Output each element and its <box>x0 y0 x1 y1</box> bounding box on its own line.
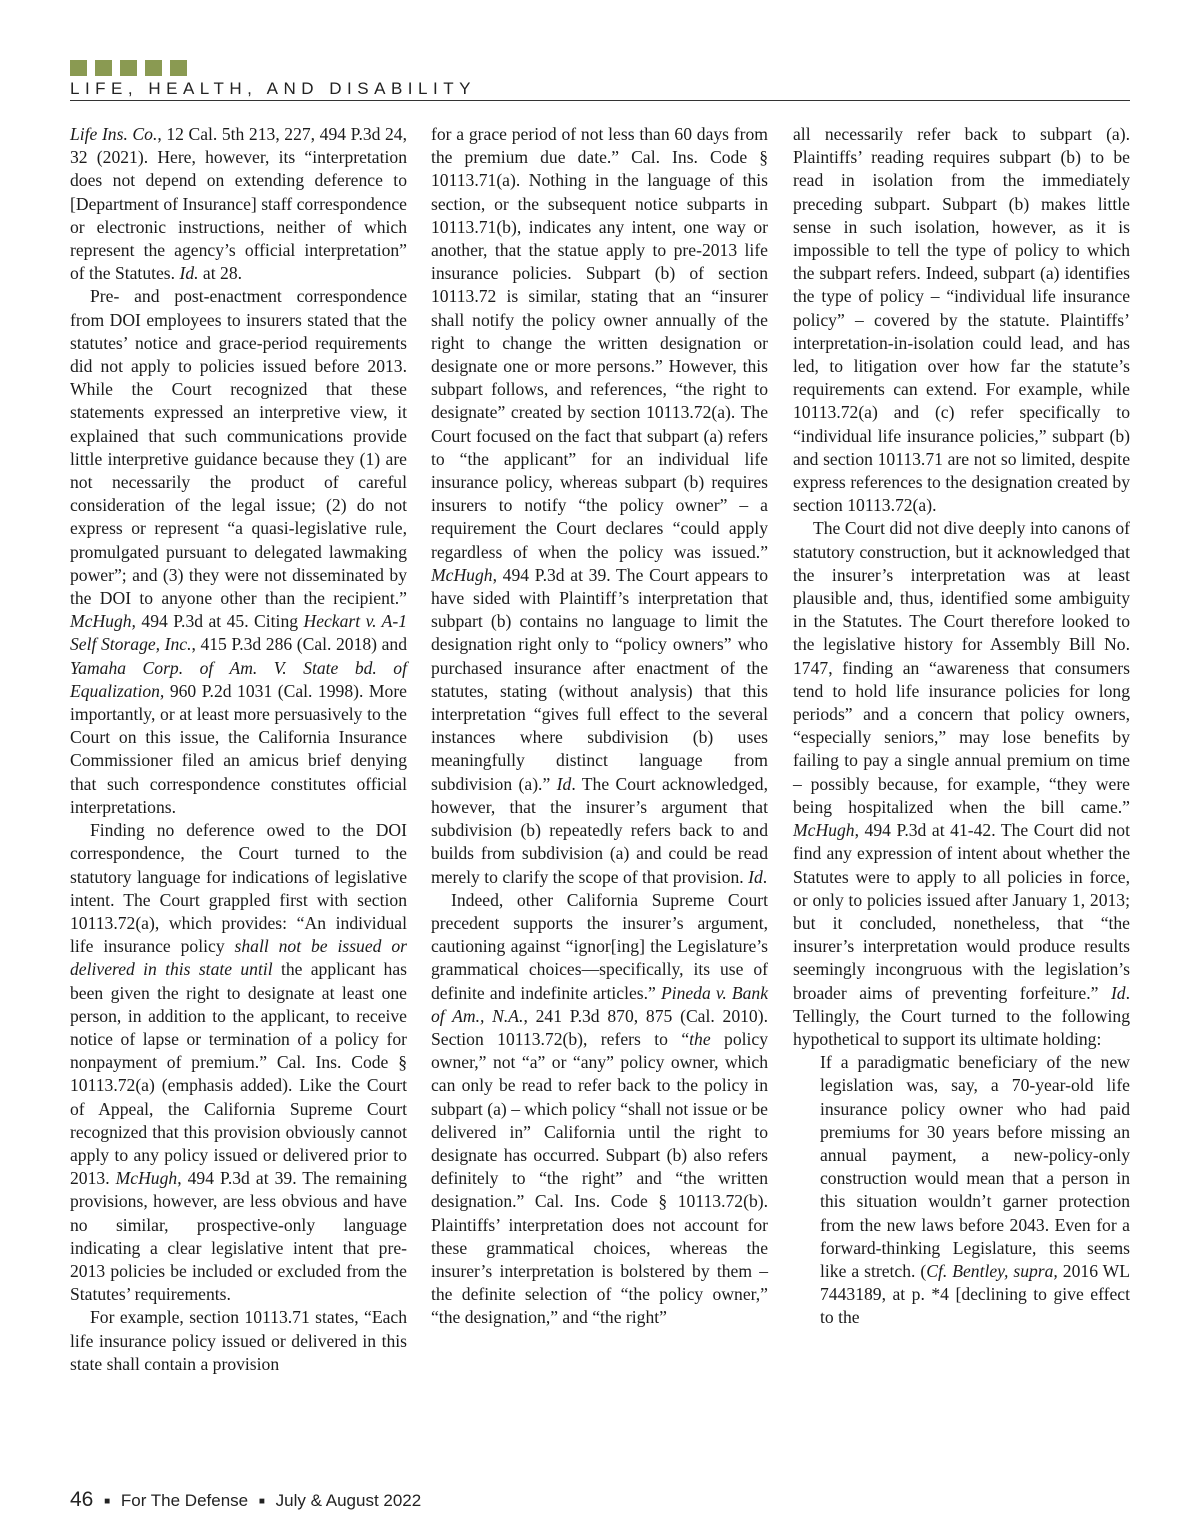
text-column-3 <box>793 123 1130 1330</box>
header-square <box>170 60 187 76</box>
paragraph: all necessarily refer back to subpart (a). Plaintiffs’ reading requires subpart (b) to be read in isolation from the immediately preceding subpart. Subpart (b) makes little sense in such isolation, however, as it is impossible to tell the type of policy to which the subpart refers. Indeed, subpart (a) identifies the type of policy – “individual life insurance policy” – covered by the statute. Plaintiffs’ interpretation-in-isolation could lead, and has led, to litigation over how far the statute’s requirements can extend. For example, while 10113.72(a) and (c) refer specifically to “individual life insurance policies,” subpart (b) and section 10113.71 are not so limited, despite express references to the designation created by section 10113.72(a). <box>793 124 1130 516</box>
header-square <box>70 60 87 76</box>
paragraph: For example, section 10113.71 states, “Each life insurance policy issued or delivered in this state shall contain a provision <box>70 1307 407 1374</box>
header-rule <box>70 100 1130 101</box>
header-squares <box>70 60 187 76</box>
header-square <box>145 60 162 76</box>
header-square <box>95 60 112 76</box>
text-column-2 <box>431 123 768 1330</box>
block-quote: If a paradigmatic beneficiary of the new legislation was, say, a 70-year-old life insurance policy owner who had paid premiums for 30 years before missing an annual payment, a new-policy-only construction would mean that a person in this situation wouldn’t garner protection from the new laws before 2043. Even for a forward-thinking Legislature, this seems like a stretch. (Cf. Bentley, supra, 2016 WL 7443189, at p. *4 [declining to give effect to the <box>820 1052 1130 1328</box>
page-footer <box>70 1488 421 1512</box>
footer-bullet: ■ <box>258 1496 265 1507</box>
page-number: 46 <box>70 1488 94 1511</box>
paragraph: for a grace period of not less than 60 days from the premium due date.” Cal. Ins. Code § 10113.71(a). Nothing in the language of this section, or the subsequent notice subparts in 10113.71(b), indicates any intent, one way or another, that the statue apply to pre-2013 life insurance policies. Subpart (b) of section 10113.72 is similar, stating that an “insurer shall notify the policy owner annually of the right to change the written designation or designate one or more persons.” However, this subpart follows, and references, “the right to designate” created by section 10113.72(a). The Court focused on the fact that subpart (a) refers to “the applicant” for an individual life insurance policy, whereas subpart (b) requires insurers to notify “the policy owner” – a requirement the Court declares “could apply regardless of when the policy was issued.” McHugh, 494 P.3d at 39. The Court appears to have sided with Plaintiff’s interpretation that subpart (b) contains no language to limit the designation right only to “policy owners” who purchased insurance after enactment of the statutes, stating (without analysis) that this interpretation “gives full effect to the several instances where subdivision (b) uses meaningfully distinct language from subdivision (a).” Id. The Court acknowledged, however, that the insurer’s argument that subdivision (b) repeatedly refers back to and builds from subdivision (a) and could be read merely to clarify the scope of that provision. Id. <box>431 124 768 887</box>
section-title: LIFE, HEALTH, AND DISABILITY <box>70 79 476 98</box>
paragraph: The Court did not dive deeply into canons of statutory construction, but it acknowledged that the insurer’s interpretation was at least plausible and, thus, identified some ambiguity in the Statutes. The Court therefore looked to the legislative history for Assembly Bill No. 1747, finding an “awareness that consumers tend to hold life insurance policies for long periods” and a concern that policy owners, “especially seniors,” may lose benefits by failing to pay a single annual premium on time – possibly because, for example, “they were being hospitalized when the bill came.” McHugh, 494 P.3d at 41-42. The Court did not find any expression of intent about whether the Statutes were to apply to all policies in force, or only to policies issued after January 1, 2013; but it concluded, nonetheless, that “the insurer’s interpretation would produce results seemingly incongruous with the legislation’s broader aims of preventing forfeiture.” Id. Tellingly, the Court turned to the following hypothetical to support its ultimate holding: <box>793 518 1130 1049</box>
issue-date: July & August 2022 <box>275 1491 422 1510</box>
footer-bullet: ■ <box>104 1496 111 1507</box>
text-column-1 <box>70 123 407 1376</box>
publication-name: For The Defense <box>120 1491 249 1510</box>
paragraph: Indeed, other California Supreme Court precedent supports the insurer’s argument, cautioning against “ignor[ing] the Legislature’s grammatical choices—specifically, its use of definite and indefinite articles.” Pineda v. Bank of Am., N.A., 241 P.3d 870, 875 (Cal. 2010). Section 10113.72(b), refers to “the policy owner,” not “a” or “any” policy owner, which can only be read to refer back to the policy in subpart (a) – which policy “shall not issue or be delivered in” California until the right to designate has occurred. Subpart (b) also refers definitely to “the right” and “the written designation.” Cal. Ins. Code § 10113.72(b). Plaintiffs’ interpretation does not account for these grammatical choices, whereas the insurer’s interpretation is bolstered by them – the definite selection of “the policy owner,” “the designation,” and “the right” <box>431 889 769 1328</box>
paragraph: Finding no deference owed to the DOI correspondence, the Court turned to the statutory language for indications of legislative intent. The Court grappled first with section 10113.72(a), which provides: “An individual life insurance policy shall not be issued or delivered in this state until the applicant has been given the right to designate at least one person, in addition to the applicant, to receive notice of lapse or termination of a policy for nonpayment of premium.” Cal. Ins. Code § 10113.72(a) (emphasis added). Like the Court of Appeal, the California Supreme Court recognized that this provision obviously cannot apply to any policy issued or delivered prior to 2013. McHugh, 494 P.3d at 39. The remaining provisions, however, are less obvious and have no similar, prospective-only language indicating a clear legislative intent that pre-2013 policies be included or excluded from the Statutes’ requirements. <box>70 820 408 1305</box>
paragraph: Life Ins. Co., 12 Cal. 5th 213, 227, 494 P.3d 24, 32 (2021). Here, however, its “interpretation does not depend on extending deference to [Department of Insurance] staff correspondence or electronic instructions, neither of which represent the agency’s official interpretation” of the Statutes. Id. at 28. <box>70 124 407 284</box>
paragraph: Pre- and post-enactment correspondence from DOI employees to insurers stated that the statutes’ notice and grace-period requirements did not apply to policies issued before 2013. While the Court recognized that these statements expressed an interpretive view, it explained that such communications provide little interpretive guidance because they (1) are not necessarily the product of careful consideration of the legal issue; (2) do not express or represent “a quasi-legislative rule, promulgated pursuant to delegated lawmaking power”; and (3) they were not disseminated by the DOI to anyone other than the recipient.” McHugh, 494 P.3d at 45. Citing Heckart v. A-1 Self Storage, Inc., 415 P.3d 286 (Cal. 2018) and Yamaha Corp. of Am. V. State bd. of Equalization, 960 P.2d 1031 (Cal. 1998). More importantly, or at least more persuasively to the Court on this issue, the California Insurance Commissioner filed an amicus brief denying that such correspondence constitutes official interpretations. <box>70 286 408 817</box>
header-square <box>120 60 137 76</box>
